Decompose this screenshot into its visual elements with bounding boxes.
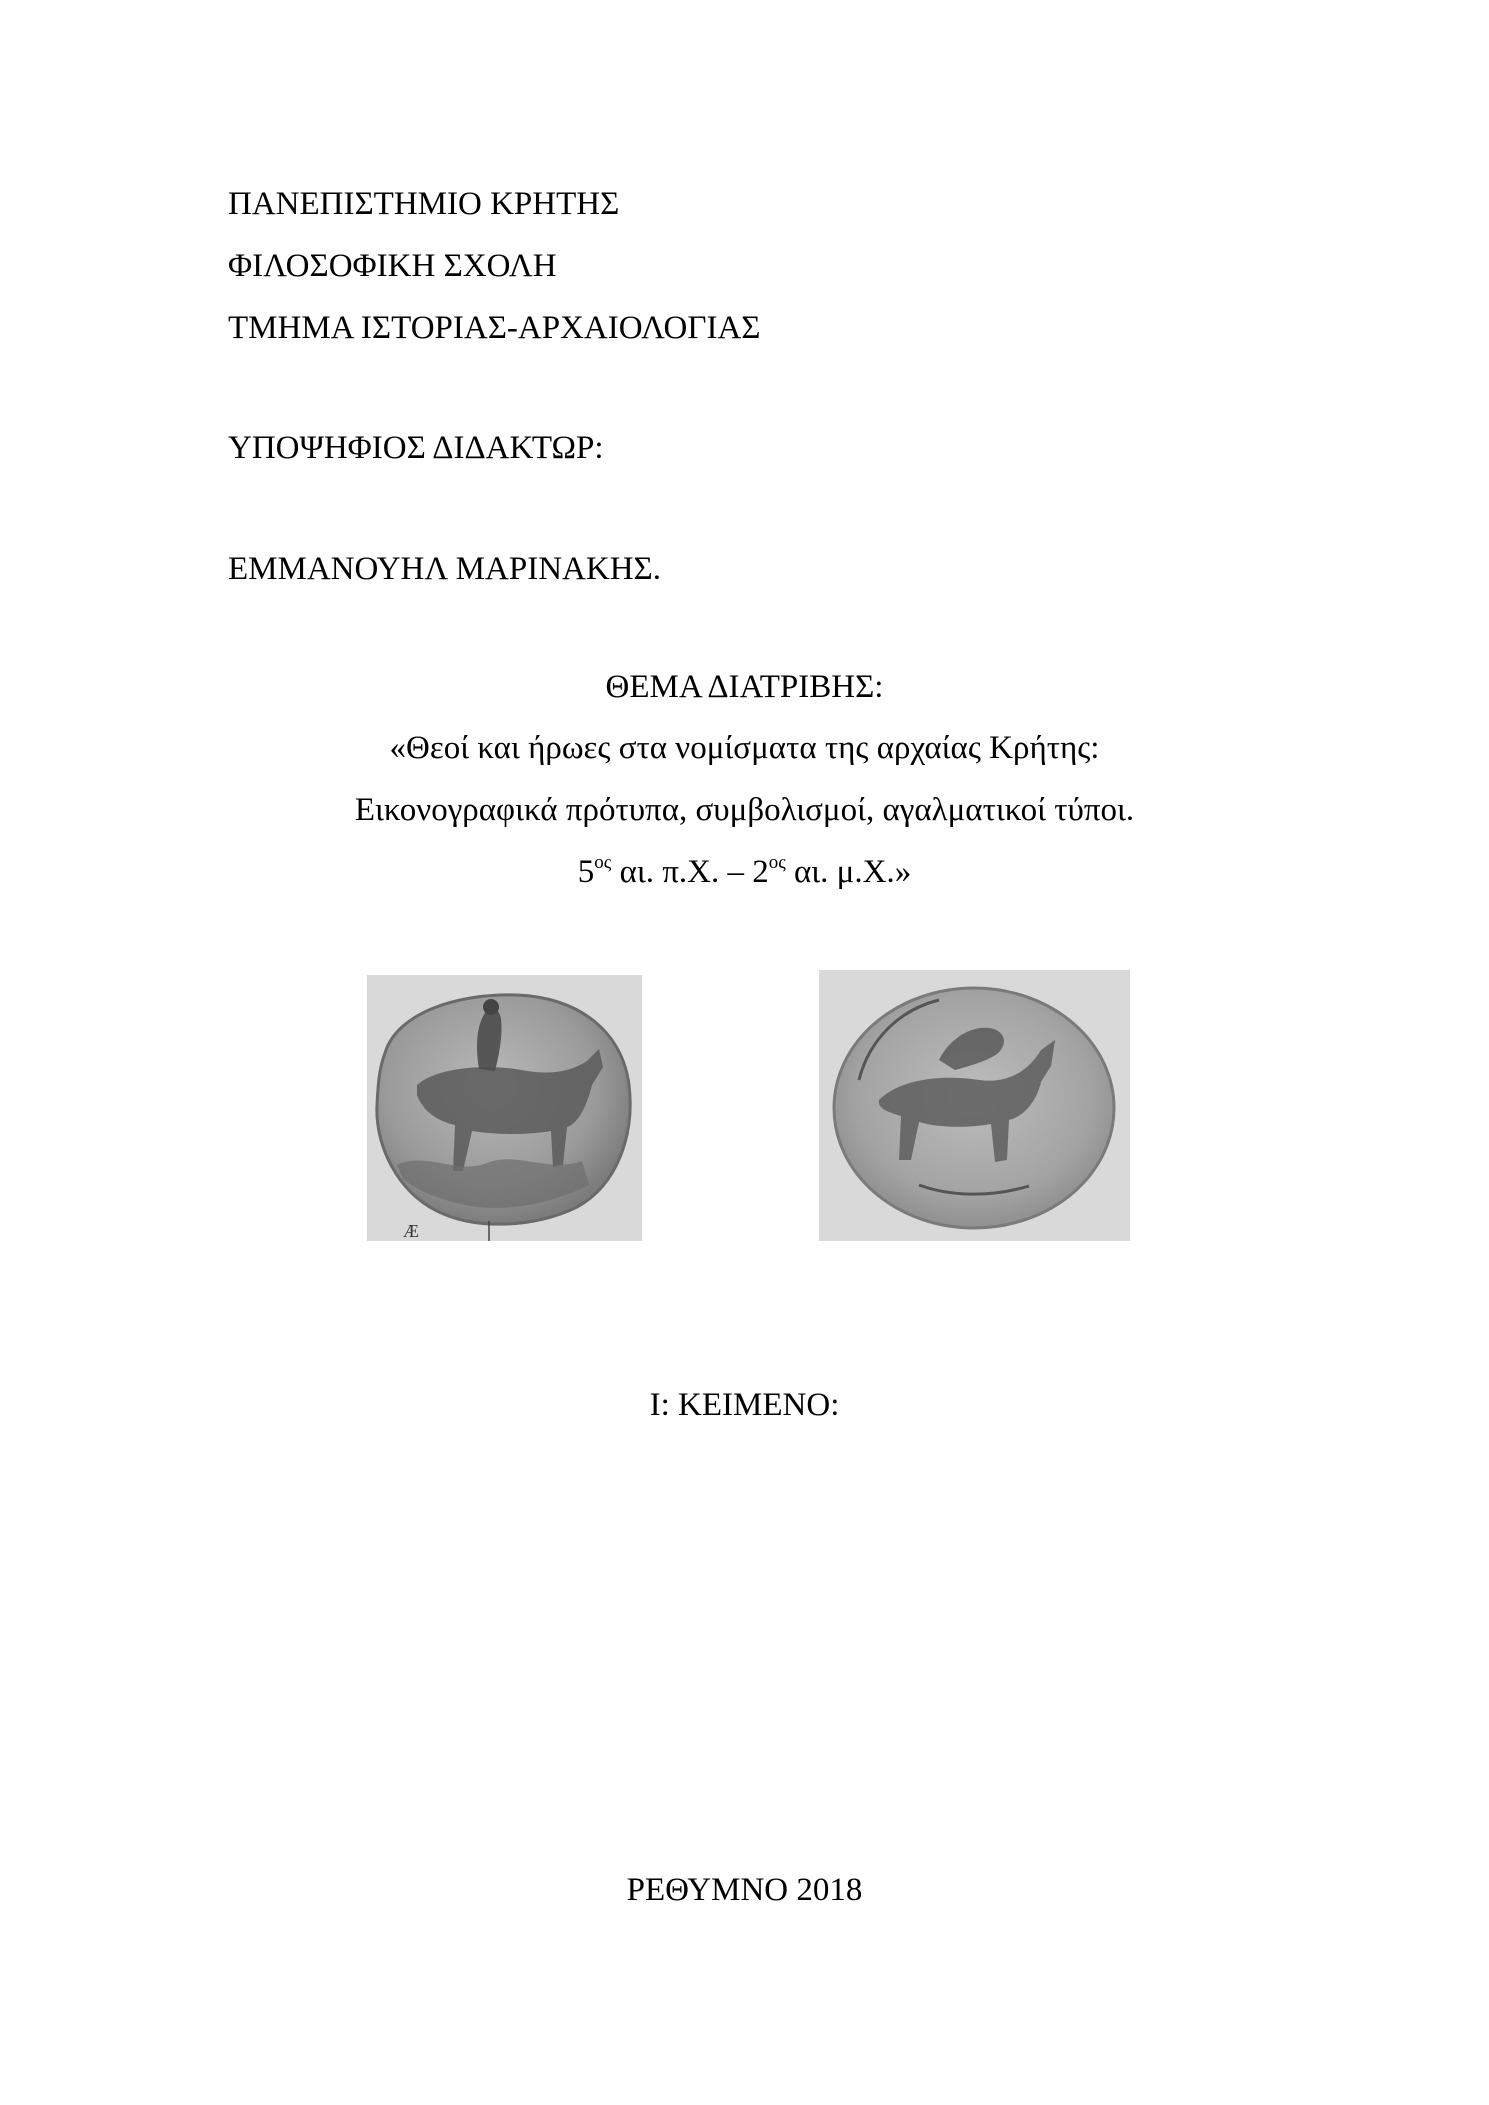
school-name: ΦΙΛΟΣΟΦΙΚΗ ΣΧΟΛΗ <box>228 248 557 284</box>
date-start-ordinal: ος <box>594 852 612 873</box>
date-end-ordinal: ος <box>768 852 786 873</box>
coin-bull-icon <box>819 970 1130 1241</box>
place-year: ΡΕΘΥΜΝΟ 2018 <box>626 1872 863 1908</box>
date-start-number: 5 <box>577 854 595 890</box>
svg-text:Æ: Æ <box>403 1221 420 1241</box>
department-name: ΤΜΗΜΑ ΙΣΤΟΡΙΑΣ-ΑΡΧΑΙΟΛΟΓΙΑΣ <box>228 310 761 346</box>
volume-label: Ι: ΚΕΙΜΕΝΟ: <box>649 1387 840 1423</box>
thesis-title-line-1: «Θεοί και ήρωες στα νομίσματα της αρχαίας Κρήτης: <box>389 730 1100 766</box>
date-middle: αι. π.Χ. – <box>611 854 753 890</box>
thesis-label: ΘΕΜΑ ΔΙΑΤΡΙΒΗΣ: <box>605 669 884 705</box>
candidate-name: ΕΜΜΑΝΟΥΗΛ ΜΑΡΙΝΑΚΗΣ. <box>228 551 661 587</box>
coin-bull-image <box>819 970 1130 1241</box>
university-name: ΠΑΝΕΠΙΣΤΗΜΙΟ ΚΡΗΤΗΣ <box>228 186 620 222</box>
coin-europa-bull-image <box>367 975 642 1241</box>
date-end: αι. μ.Χ.» <box>785 854 912 890</box>
coin-europa-bull-icon <box>367 975 642 1241</box>
thesis-title-line-2: Εικονογραφικά πρότυπα, συμβολισμοί, αγαλματικοί τύποι. <box>354 792 1135 828</box>
candidate-label: ΥΠΟΨΗΦΙΟΣ ΔΙΔΑΚΤΩΡ: <box>228 430 604 466</box>
date-end-number: 2 <box>752 854 769 890</box>
thesis-date-range <box>0 852 1489 892</box>
